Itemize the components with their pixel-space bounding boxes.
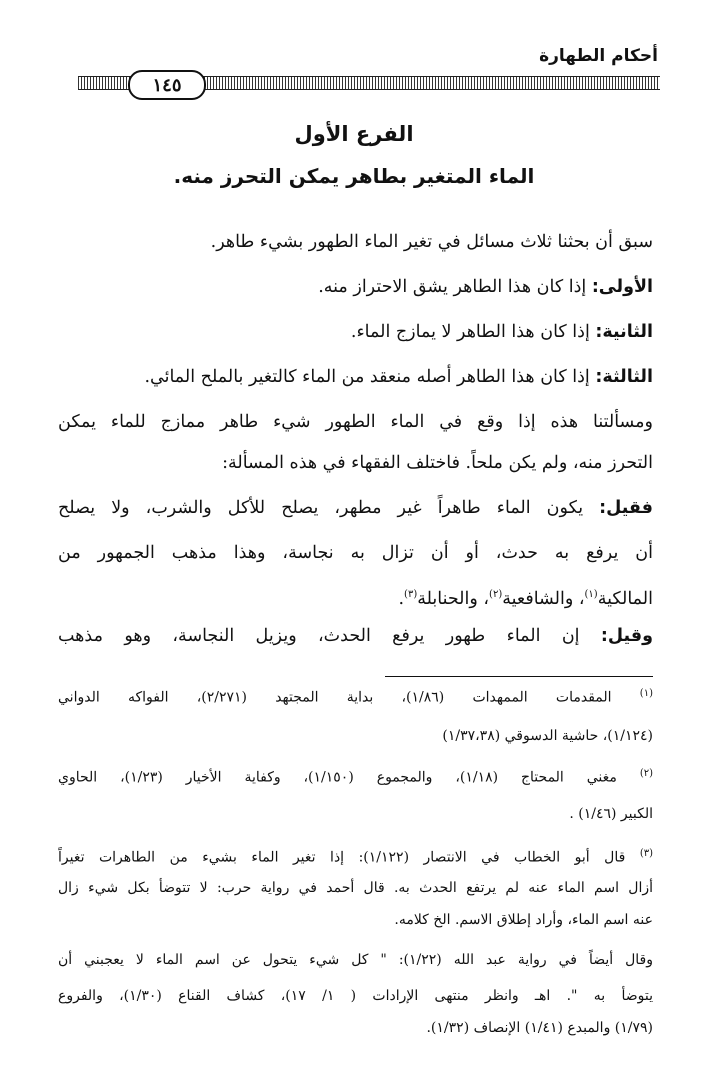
question-3-text: إذا كان هذا الطاهر أصله منعقد من الماء كالتغير بالملح المائي. bbox=[144, 367, 596, 387]
footnote-marker: (٢) bbox=[639, 768, 653, 779]
opinion-2-label: وقيل: bbox=[600, 626, 653, 646]
madhhab-maliki: المالكية bbox=[597, 588, 653, 609]
footnote-marker: (٣) bbox=[639, 848, 654, 859]
opinion-1-line: أن يرفع به حدث، أو أن تزال به نجاسة، وهذا مذهب الجمهور من bbox=[58, 543, 653, 563]
footnote-3-cont: أزال اسم الماء عنه لم يرتفع الحدث به. قال أحمد في رواية حرب: لا تتوضأ بكل شيء زال bbox=[58, 880, 653, 896]
footnotes bbox=[58, 0, 653, 1084]
footnote-2 bbox=[58, 768, 653, 786]
footnote-3-cont: وقال أيضاً في رواية عبد الله (١/٢٢): " كل شيء يتحول عن اسم الماء لا يعجبني أن bbox=[58, 952, 653, 968]
footnote-3-cont: يتوضأ به ". اهـ وانظر منتهى الإرادات ( ١/ ١٧)، كشاف القناع (١/٣٠)، والفروع bbox=[58, 988, 653, 1004]
footnote-text: المقدمات الممهدات (١/٨٦)، بداية المجتهد (٢/٢٧١)، الفواكه الدواني bbox=[58, 689, 640, 706]
question-2-text: إذا كان هذا الطاهر لا يمازج الماء. bbox=[350, 322, 596, 342]
intro-line: سبق أن بحثنا ثلاث مسائل في تغير الماء الطهور بشيء طاهر. bbox=[210, 232, 653, 252]
footnote-ref[interactable]: (٢) bbox=[489, 589, 503, 600]
footnote-3 bbox=[58, 848, 653, 866]
madhhab-shafii: ، والشافعية bbox=[502, 588, 585, 609]
footnote-2-cont: الكبير (١/٤٦) . bbox=[569, 806, 653, 822]
footnote-text: قال أبو الخطاب في الانتصار (١/١٢٢): إذا تغير الماء بشيء من الطاهرات تغيراً bbox=[58, 849, 640, 866]
opinion-1-label: فقيل: bbox=[599, 498, 653, 518]
running-title: أحكام الطهارة bbox=[539, 46, 658, 66]
section-subheading: الماء المتغير بطاهر يمكن التحرز منه. bbox=[173, 164, 535, 188]
footnote-marker: (١) bbox=[639, 688, 653, 699]
footnote-text: مغني المحتاج (١/١٨)، والمجموع (١/١٥٠)، وكفاية الأخيار (١/٢٣)، الحاوي bbox=[58, 769, 640, 786]
question-2-label: الثانية: bbox=[595, 322, 653, 342]
opinion-1-text: يكون الماء طاهراً غير مطهر، يصلح للأكل والشرب، ولا يصلح bbox=[58, 498, 600, 518]
question-1-text: إذا كان هذا الطاهر يشق الاحتراز منه. bbox=[318, 277, 592, 297]
section-heading: الفرع الأول bbox=[294, 122, 414, 146]
paragraph-line: التحرز منه، ولم يكن ملحاً. فاختلف الفقهاء في هذه المسألة: bbox=[222, 453, 653, 473]
opinion-2-text: إن الماء طهور يرفع الحدث، ويزيل النجاسة، وهو مذهب bbox=[58, 626, 601, 646]
footnote-3-cont: (١/٧٩) والمبدع (١/٤١) الإنصاف (١/٣٢). bbox=[426, 1020, 653, 1036]
footnote-1 bbox=[58, 688, 653, 706]
line-end: . bbox=[398, 588, 405, 609]
footnote-ref[interactable]: (١) bbox=[584, 589, 598, 600]
footnote-ref[interactable]: (٣) bbox=[404, 589, 418, 600]
paragraph-line: ومسألتنا هذه إذا وقع في الماء الطهور شيء طاهر ممازج للماء يمكن bbox=[58, 412, 653, 432]
madhhab-hanbali: ، والحنابلة bbox=[417, 588, 490, 609]
footnote-1-cont: (١/١٢٤)، حاشية الدسوقي (١/٣٧،٣٨) bbox=[442, 728, 653, 744]
footnote-3-cont: عنه اسم الماء، وأراد إطلاق الاسم. الخ كلامه. bbox=[394, 912, 653, 928]
page-number: ١٤٥ bbox=[128, 70, 206, 100]
question-3-label: الثالثة: bbox=[595, 367, 653, 387]
question-1-label: الأولى: bbox=[591, 277, 653, 297]
